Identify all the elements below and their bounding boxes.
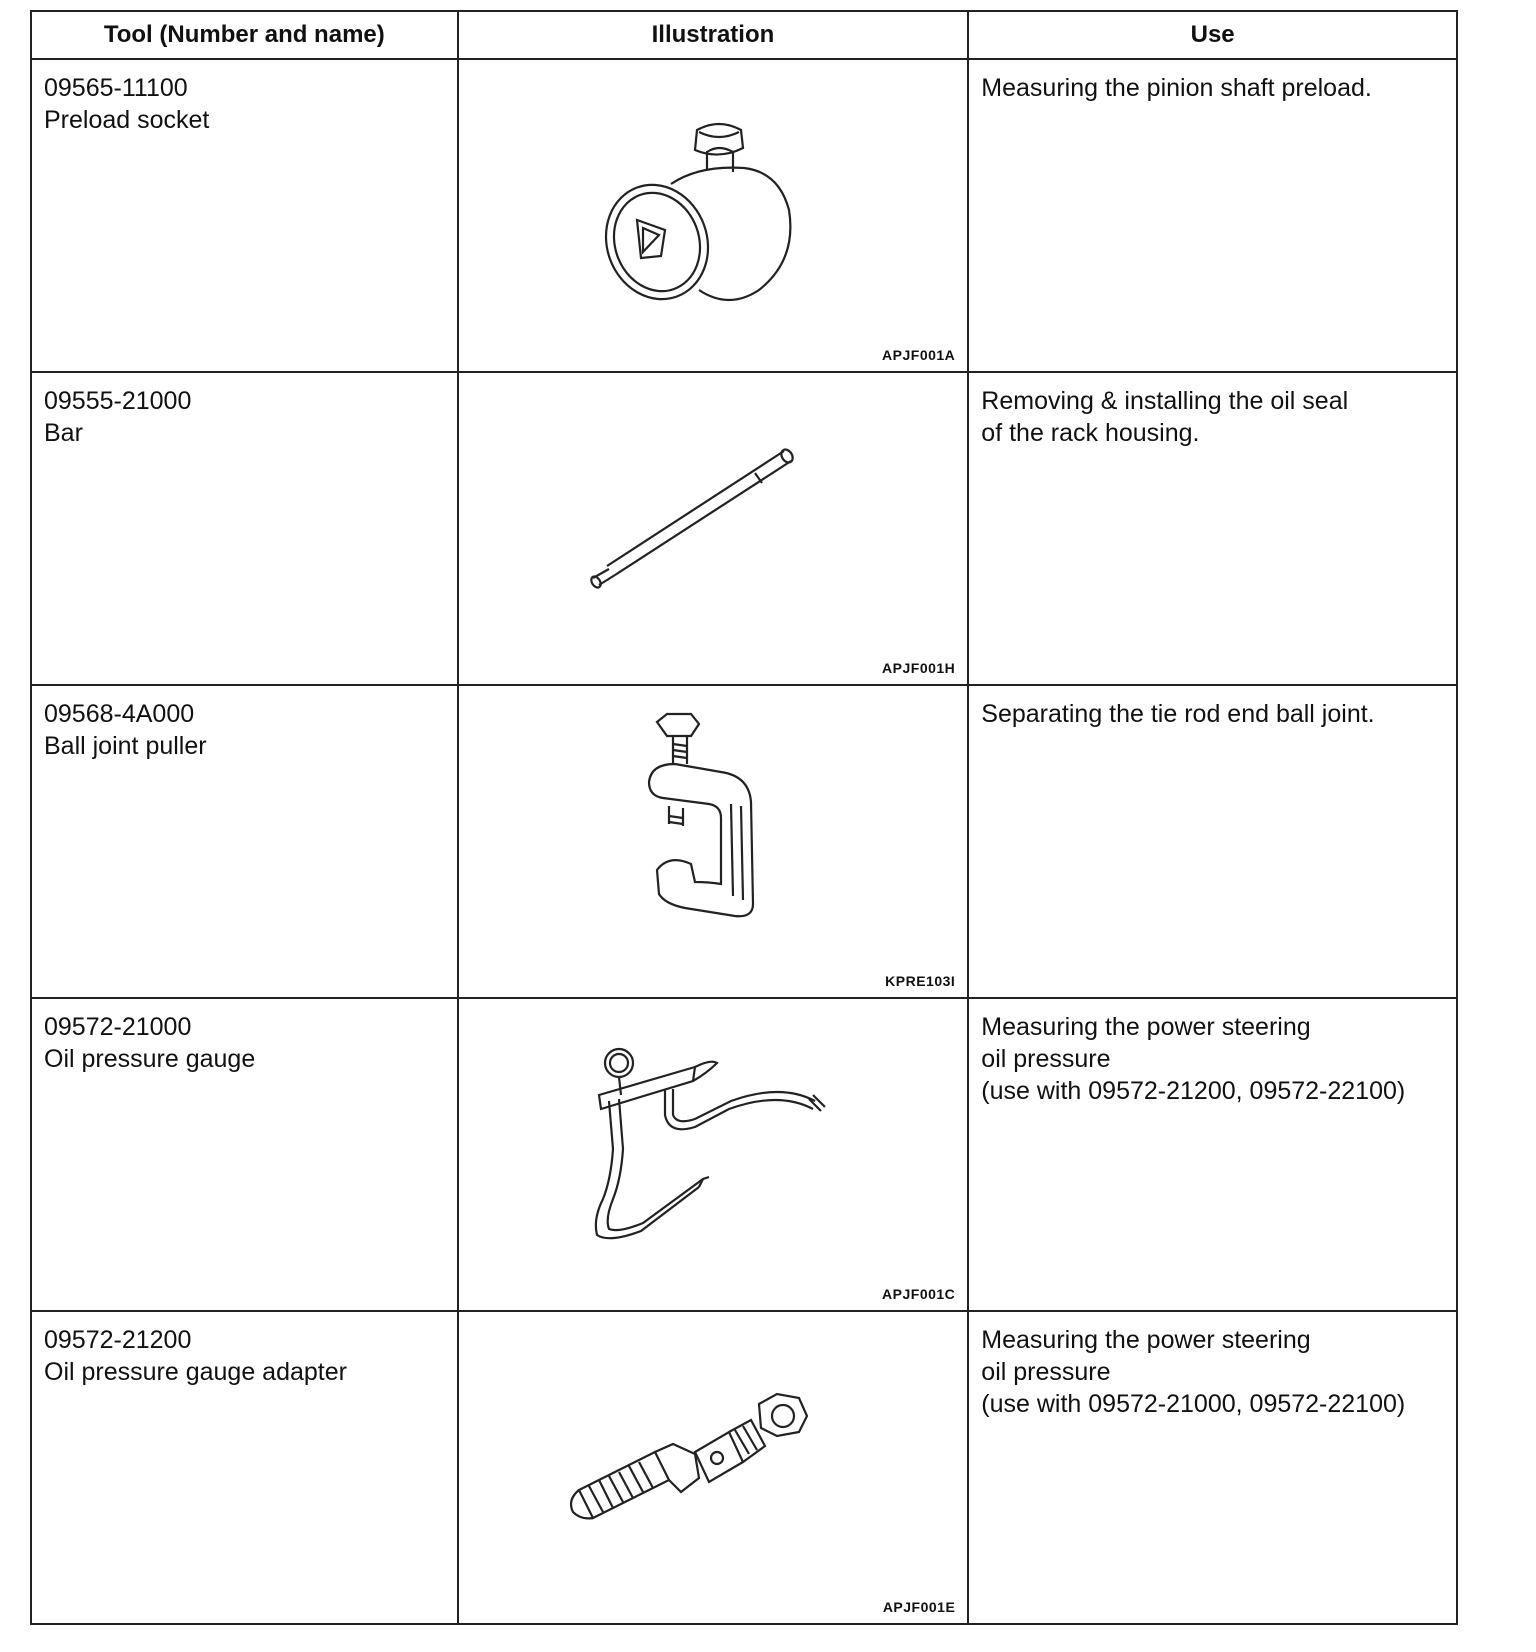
use-line: (use with 09572-21000, 09572-22100) <box>981 1390 1406 1418</box>
use-line: oil pressure <box>981 1045 1111 1073</box>
use-line: Separating the tie rod end ball joint. <box>981 700 1375 728</box>
oil-pressure-gauge-icon <box>459 999 969 1310</box>
tool-number: 09572-21200 <box>44 1326 192 1354</box>
tool-number: 09572-21000 <box>44 1013 192 1041</box>
illustration-code: APJF001E <box>882 1599 956 1615</box>
table-row <box>31 998 1457 1311</box>
oil-pressure-gauge-adapter-icon <box>459 1312 969 1623</box>
illustration-code: APJF001C <box>882 1286 956 1302</box>
illustration-code: APJF001H <box>882 660 956 676</box>
use-line: (use with 09572-21200, 09572-22100) <box>981 1077 1406 1105</box>
tool-name: Oil pressure gauge <box>44 1045 256 1073</box>
use-line: Measuring the power steering <box>981 1013 1311 1041</box>
use-line: oil pressure <box>981 1358 1111 1386</box>
illustration-code: APJF001A <box>882 347 956 363</box>
use-line: Measuring the pinion shaft preload. <box>981 74 1372 102</box>
ball-joint-puller-icon <box>459 686 969 997</box>
use-cell <box>968 372 1457 685</box>
illustration-code: KPRE103I <box>885 973 956 989</box>
illustration-cell <box>458 1311 969 1624</box>
tool-cell <box>31 59 458 372</box>
tool-cell <box>31 372 458 685</box>
preload-socket-icon <box>459 60 969 371</box>
illustration-cell <box>458 372 969 685</box>
bar-icon <box>459 373 969 684</box>
use-line: of the rack housing. <box>981 419 1200 447</box>
use-cell <box>968 998 1457 1311</box>
use-cell <box>968 685 1457 998</box>
header-use: Use <box>968 11 1457 59</box>
tool-name: Bar <box>44 419 83 447</box>
use-line: Measuring the power steering <box>981 1326 1311 1354</box>
table-row <box>31 59 1457 372</box>
tool-name: Oil pressure gauge adapter <box>44 1358 347 1386</box>
tool-cell <box>31 1311 458 1624</box>
header-row <box>31 11 1457 59</box>
use-cell <box>968 1311 1457 1624</box>
tool-number: 09555-21000 <box>44 387 192 415</box>
use-line: Removing & installing the oil seal <box>981 387 1349 415</box>
header-illustration: Illustration <box>458 11 969 59</box>
table-row <box>31 1311 1457 1624</box>
tool-number: 09565-11100 <box>44 74 188 102</box>
tool-cell <box>31 998 458 1311</box>
table-row <box>31 372 1457 685</box>
tool-number: 09568-4A000 <box>44 700 195 728</box>
tool-name: Ball joint puller <box>44 732 207 760</box>
tool-cell <box>31 685 458 998</box>
illustration-cell <box>458 685 969 998</box>
illustration-cell <box>458 59 969 372</box>
use-cell <box>968 59 1457 372</box>
header-tool: Tool (Number and name) <box>31 11 458 59</box>
tool-name: Preload socket <box>44 106 210 134</box>
special-tools-table <box>30 10 1458 1625</box>
illustration-cell <box>458 998 969 1311</box>
table-row <box>31 685 1457 998</box>
